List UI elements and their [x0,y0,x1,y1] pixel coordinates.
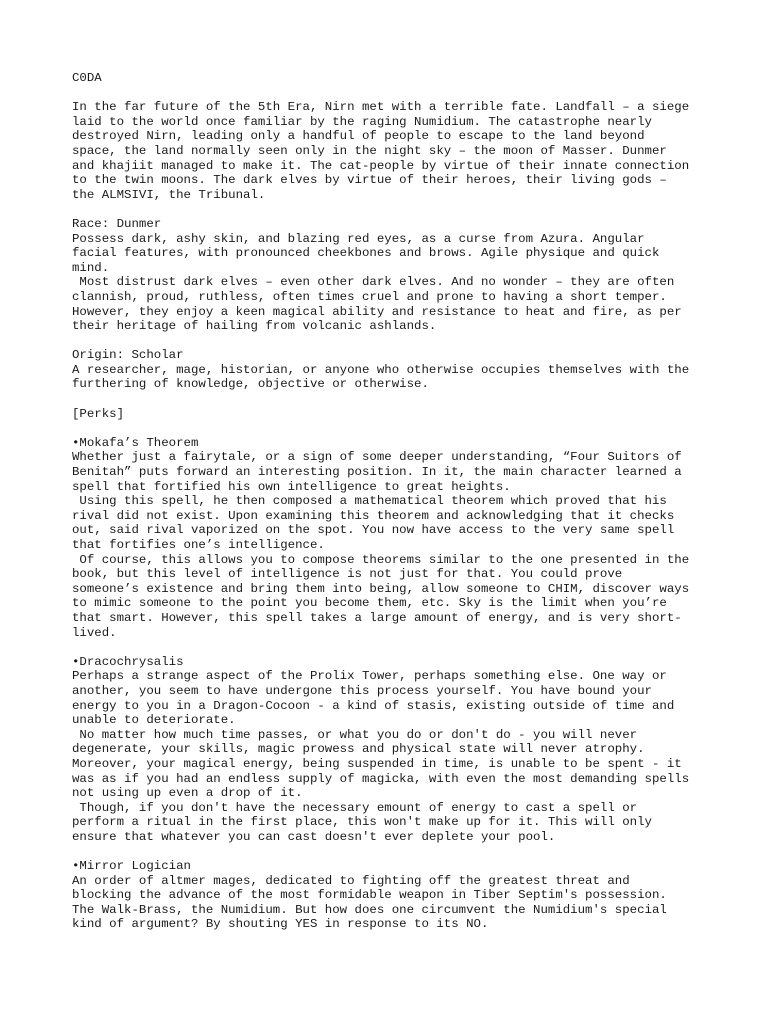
text-line: [Perks] [72,406,125,421]
text-line: A researcher, mage, historian, or anyone who otherwise occupies themselves with the [72,362,690,377]
text-line: space, the land normally seen only in the night sky – the moon of Masser. Dunmer [72,143,667,158]
text-block [72,348,712,392]
text-line: energy to you in a Dragon-Cocoon - a kind of stasis, existing outside of time and [72,698,675,713]
text-block [72,217,712,334]
document-page [72,71,712,947]
text-line: destroyed Nirn, leading only a handful of people to escape to the land beyond [72,129,645,144]
text-line: Race: Dunmer [72,216,162,231]
text-line: blocking the advance of the most formidable weapon in Tiber Septim's possession. [72,888,667,903]
text-line: perform a ritual in the first place, this won't make up for it. This will only [72,815,652,830]
text-line: Benitah” puts forward an interesting position. In it, the main character learned a [72,465,682,480]
text-line: someone’s existence and bring them into being, allow someone to CHIM, discover ways [72,581,690,596]
text-line: lived. [72,625,117,640]
text-line: that smart. However, this spell takes a large amount of energy, and is very short- [72,610,682,625]
text-line: degenerate, your skills, magic prowess and physical state will never atrophy. [72,742,645,757]
text-line: •Dracochrysalis [72,654,184,669]
text-line: the ALMSIVI, the Tribunal. [72,187,266,202]
text-block [72,655,712,845]
text-line: C0DA [72,71,102,85]
text-line: and khajiit managed to make it. The cat-people by virtue of their innate connection [72,158,690,173]
document-body [72,71,712,932]
text-line: Moreover, your magical energy, being suspended in time, is unable to be spent - it [72,756,682,771]
text-line: that fortifies one’s intelligence. [72,538,325,552]
text-line: clannish, proud, ruthless, often times cruel and prone to having a short temper. [72,289,667,304]
text-block [72,100,712,202]
text-line: Though, if you don't have the necessary emount of energy to cast a spell or [72,800,638,815]
text-line: book, but this level of intelligence is not just for that. You could prove [72,567,623,582]
text-line: No matter how much time passes, or what you do or don't do - you will never [72,727,638,742]
text-line: to the twin moons. The dark elves by virtue of their heroes, their living gods – [72,173,667,188]
text-line: unable to deteriorate. [72,713,236,728]
text-line: facial features, with pronounced cheekbones and brows. Agile physique and quick [72,246,660,261]
text-line: In the far future of the 5th Era, Nirn met with a terrible fate. Landfall – a siege [72,100,690,115]
text-line: was as if you had an endless supply of magicka, with even the most demanding spells [72,771,690,786]
text-line: their heritage of hailing from volcanic ashlands. [72,319,437,334]
text-line: not using up even a drop of it. [72,786,303,801]
text-line: Possess dark, ashy skin, and blazing red eyes, as a curse from Azura. Angular [72,231,645,246]
text-line: Whether just a fairytale, or a sign of some deeper understanding, “Four Suitors of [72,450,682,465]
text-block [72,859,712,932]
text-line: kind of argument? By shouting YES in response to its NO. [72,917,489,932]
text-line: Origin: Scholar [72,348,184,363]
text-block [72,71,712,86]
text-line: Most distrust dark elves – even other dark elves. And no wonder – they are often [72,275,675,290]
text-line: Perhaps a strange aspect of the Prolix Tower, perhaps something else. One way or [72,669,667,684]
text-line: ensure that whatever you can cast doesn't ever deplete your pool. [72,829,556,844]
text-line: •Mirror Logician [72,859,191,874]
text-line: mind. [72,260,110,275]
text-line: out, said rival vaporized on the spot. You now have access to the very same spell [72,523,675,538]
text-line: The Walk-Brass, the Numidium. But how does one circumvent the Numidium's special [72,902,667,917]
text-line: laid to the world once familiar by the raging Numidium. The catastrophe nearly [72,114,652,129]
text-line: to mimic someone to the point you become them, etc. Sky is the limit when you’re [72,596,667,611]
text-line: An order of altmer mages, dedicated to fighting off the greatest threat and [72,873,630,888]
text-line: Of course, this allows you to compose theorems similar to the one presented in the [72,552,690,567]
text-line: However, they enjoy a keen magical ability and resistance to heat and fire, as per [72,304,682,319]
text-line: rival did not exist. Upon examining this theorem and acknowledging that it checks [72,508,675,523]
text-line: furthering of knowledge, objective or otherwise. [72,377,429,392]
text-block [72,407,712,422]
text-block [72,436,712,640]
text-line: Using this spell, he then composed a mathematical theorem which proved that his [72,494,667,509]
text-line: another, you seem to have undergone this process yourself. You have bound your [72,683,652,698]
text-line: spell that fortified his own intelligence to great heights. [72,479,511,494]
text-line: •Mokafa’s Theorem [72,435,199,450]
